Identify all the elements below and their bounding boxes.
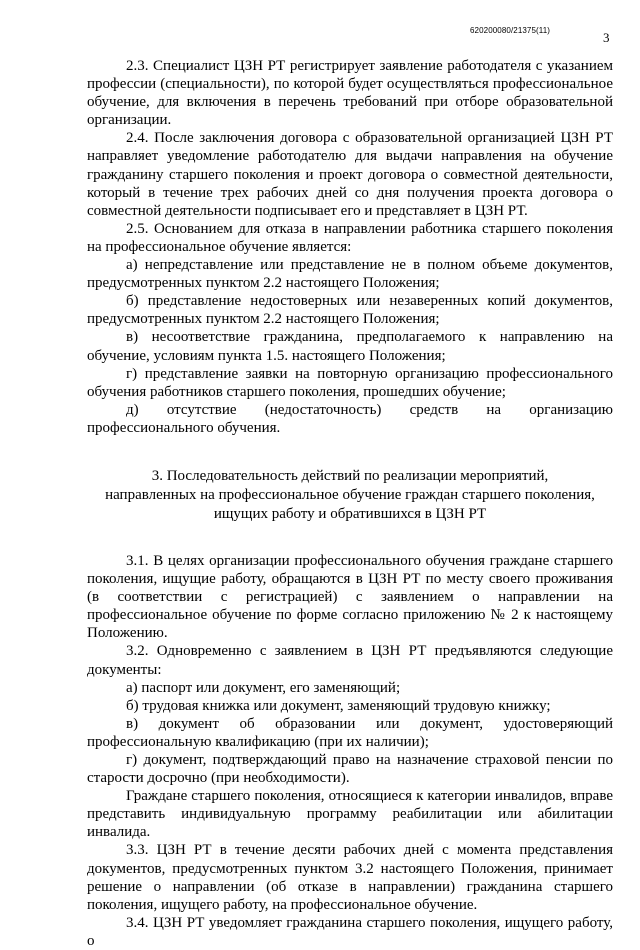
section-3-heading-line-2: направленных на профессиональное обучение граждан старшего поколения, xyxy=(105,486,595,503)
paragraph-3-1: 3.1. В целях организации профессионального обучения граждане старшего поколения, ищущие работу, обращаются в ЦЗН РТ по месту своего проживания (в соответствии с регистрацией) с заявлением о направлении на профессиональное обучение по форме согласно приложению № 2 к настоящему Положению. xyxy=(87,552,613,642)
list-item-2-5-d: д) отсутствие (недостаточность) средств на организацию профессионального обучения. xyxy=(87,401,613,436)
list-item-3-2-b: б) трудовая книжка или документ, заменяющий трудовую книжку; xyxy=(126,697,551,714)
paragraph-3-4: 3.4. ЦЗН РТ уведомляет гражданина старшего поколения, ищущего работу, о xyxy=(87,914,613,949)
paragraph-2-5: 2.5. Основанием для отказа в направлении работника старшего поколения на профессиональное обучение является: xyxy=(87,220,613,255)
page-number: 3 xyxy=(603,30,610,45)
paragraph-3-2: 3.2. Одновременно с заявлением в ЦЗН РТ предъявляются следующие документы: xyxy=(87,643,613,678)
paragraph-2-3: 2.3. Специалист ЦЗН РТ регистрирует заявление работодателя с указанием профессии (специальности), по которой будет осуществляться профессиональное обучение, для включения в перечень требований при отборе образовательной организации. xyxy=(87,58,613,129)
section-3-heading xyxy=(87,467,613,524)
paragraph-disabled-citizens: Граждане старшего поколения, относящиеся к категории инвалидов, вправе представить индивидуальную программу реабилитации или абилитации инвалида. xyxy=(87,788,613,841)
list-item-2-5-a: а) непредставление или представление не в полном объеме документов, предусмотренных пунктом 2.2 настоящего Положения; xyxy=(87,257,613,292)
paragraph-2-4: 2.4. После заключения договора с образовательной организацией ЦЗН РТ направляет уведомление работодателю для выдачи направления на обучение гражданину старшего поколения и проект договора о совместной деятельности, который в течение трех рабочих дней со дня получения проекта договора о совместной деятельности подписывает его и представляет в ЦЗН РТ. xyxy=(87,130,613,219)
list-item-2-5-v: в) несоответствие гражданина, предполагаемого к направлению на обучение, условиям пункта 1.5. настоящего Положения; xyxy=(87,329,613,364)
document-body xyxy=(87,57,613,950)
list-item-3-2-g: г) документ, подтверждающий право на назначение страховой пенсии по старости досрочно (при необходимости). xyxy=(87,752,613,787)
list-item-2-5-b: б) представление недостоверных или незаверенных копий документов, предусмотренных пунктом 2.2 настоящего Положения; xyxy=(87,293,613,328)
paragraph-3-3: 3.3. ЦЗН РТ в течение десяти рабочих дней с момента представления документов, предусмотренных пунктом 3.2 настоящего Положения, принимает решение о направлении (об отказе в направлении) гражданина старшего поколения, ищущего работу, на профессиональное обучение. xyxy=(87,842,613,913)
section-3-heading-line-3: ищущих работу и обратившихся в ЦЗН РТ xyxy=(213,505,487,522)
list-item-3-2-a: а) паспорт или документ, его заменяющий; xyxy=(126,679,401,696)
list-item-2-5-g: г) представление заявки на повторную организацию профессионального обучения работников старшего поколения, прошедших обучение; xyxy=(87,365,613,400)
list-item-3-2-v: в) документ об образовании или документ, удостоверяющий профессиональную квалификацию (при их наличии); xyxy=(87,715,613,750)
section-3-heading-line-1: 3. Последовательность действий по реализации мероприятий, xyxy=(151,467,549,484)
document-code: 620200080/21375(11) xyxy=(470,26,551,35)
